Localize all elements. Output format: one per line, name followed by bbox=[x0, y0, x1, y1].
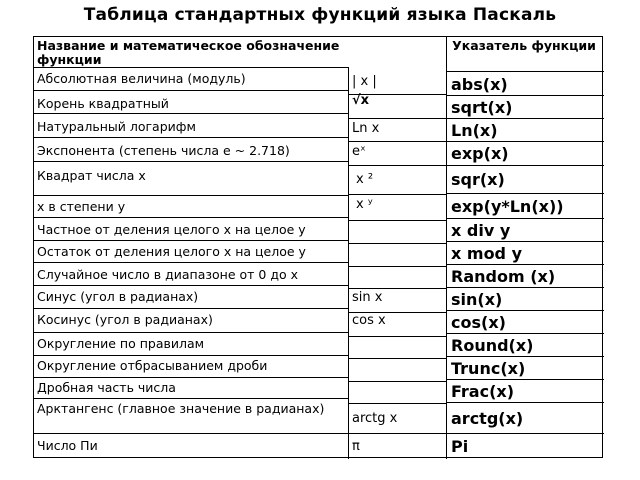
row-line bbox=[446, 71, 604, 72]
row-line bbox=[348, 403, 446, 404]
row-line bbox=[34, 398, 348, 399]
pascal-function: Random (x) bbox=[451, 267, 556, 286]
function-name: Случайное число в диапазоне от 0 до x bbox=[37, 267, 298, 282]
row-line bbox=[34, 217, 348, 218]
math-notation: | x | bbox=[352, 74, 377, 89]
pascal-function: sqrt(x) bbox=[451, 98, 513, 117]
row-line bbox=[348, 381, 446, 382]
math-notation: π bbox=[352, 439, 360, 454]
pascal-function: sin(x) bbox=[451, 290, 503, 309]
pascal-function: cos(x) bbox=[451, 313, 506, 332]
row-line bbox=[446, 379, 604, 380]
column-divider-right bbox=[446, 37, 447, 459]
function-name: x в степени y bbox=[37, 199, 126, 214]
page-title: Таблица стандартных функций языка Паскаль bbox=[83, 5, 557, 25]
function-name: Синус (угол в радианах) bbox=[37, 289, 199, 304]
row-line bbox=[446, 141, 604, 142]
pascal-function: Pi bbox=[451, 437, 469, 456]
math-notation: arctg x bbox=[352, 411, 398, 426]
function-name: Экспонента (степень числа e ~ 2.718) bbox=[37, 143, 290, 158]
pascal-function: x mod y bbox=[451, 244, 523, 263]
row-line bbox=[348, 194, 446, 195]
row-line bbox=[446, 165, 604, 166]
function-name: Квадрат числа x bbox=[37, 168, 146, 183]
pascal-function: x div y bbox=[451, 221, 511, 240]
functions-table bbox=[33, 36, 603, 458]
pascal-function: Round(x) bbox=[451, 336, 534, 355]
row-line bbox=[348, 220, 446, 221]
function-name: Число Пи bbox=[37, 438, 98, 453]
row-line bbox=[348, 266, 446, 267]
function-name: Абсолютная величина (модуль) bbox=[37, 71, 246, 86]
row-line bbox=[34, 285, 348, 286]
row-line bbox=[446, 241, 604, 242]
row-line bbox=[446, 118, 604, 119]
function-name: Частное от деления целого x на целое y bbox=[37, 222, 306, 237]
pascal-function: exp(x) bbox=[451, 144, 509, 163]
math-notation: √x bbox=[352, 93, 370, 108]
row-line bbox=[348, 141, 446, 142]
pascal-function: Ln(x) bbox=[451, 121, 498, 140]
pascal-function: Trunc(x) bbox=[451, 359, 526, 378]
row-line bbox=[34, 90, 348, 91]
row-line bbox=[446, 356, 604, 357]
row-line bbox=[34, 308, 348, 309]
row-line bbox=[34, 113, 348, 114]
row-line bbox=[446, 433, 604, 434]
math-notation: Ln x bbox=[352, 121, 380, 136]
row-line bbox=[34, 161, 348, 162]
row-line bbox=[34, 195, 348, 196]
row-line bbox=[446, 287, 604, 288]
pascal-function: arctg(x) bbox=[451, 409, 524, 428]
function-name: Натуральный логарифм bbox=[37, 119, 196, 134]
row-line bbox=[446, 218, 604, 219]
math-notation: x ʸ bbox=[356, 197, 373, 212]
math-notation: sin x bbox=[352, 290, 383, 305]
row-line bbox=[34, 67, 348, 68]
row-line bbox=[34, 262, 348, 263]
math-notation: x ² bbox=[356, 172, 374, 187]
pascal-function: Frac(x) bbox=[451, 382, 515, 401]
header-left: Название и математическое обозначение функции bbox=[37, 38, 340, 67]
function-name: Арктангенс (главное значение в радианах) bbox=[37, 401, 325, 416]
math-notation: eˣ bbox=[352, 144, 366, 159]
row-line bbox=[446, 310, 604, 311]
function-name: Косинус (угол в радианах) bbox=[37, 312, 213, 327]
row-line bbox=[348, 165, 446, 166]
row-line bbox=[348, 336, 446, 337]
column-divider-left bbox=[348, 67, 349, 459]
row-line bbox=[34, 332, 348, 333]
row-line bbox=[34, 137, 348, 138]
row-line bbox=[34, 240, 348, 241]
function-name: Округление по правилам bbox=[37, 336, 205, 351]
row-line bbox=[446, 95, 604, 96]
pascal-function: exp(y*Ln(x)) bbox=[451, 197, 564, 216]
function-name: Дробная часть числа bbox=[37, 380, 176, 395]
row-line bbox=[348, 118, 446, 119]
row-line bbox=[348, 358, 446, 359]
row-line bbox=[348, 433, 446, 434]
row-line bbox=[446, 402, 604, 403]
row-line bbox=[34, 377, 348, 378]
row-line bbox=[446, 333, 604, 334]
row-line bbox=[446, 193, 604, 194]
row-line bbox=[446, 264, 604, 265]
row-line bbox=[34, 433, 348, 434]
pascal-function: abs(x) bbox=[451, 75, 508, 94]
header-right: Указатель функции bbox=[452, 38, 596, 53]
function-name: Остаток от деления целого x на целое y bbox=[37, 244, 306, 259]
function-name: Округление отбрасыванием дроби bbox=[37, 358, 268, 373]
math-notation: cos x bbox=[352, 313, 386, 328]
row-line bbox=[348, 288, 446, 289]
pascal-function: sqr(x) bbox=[451, 170, 505, 189]
row-line bbox=[348, 243, 446, 244]
function-name: Корень квадратный bbox=[37, 96, 169, 111]
row-line bbox=[34, 355, 348, 356]
